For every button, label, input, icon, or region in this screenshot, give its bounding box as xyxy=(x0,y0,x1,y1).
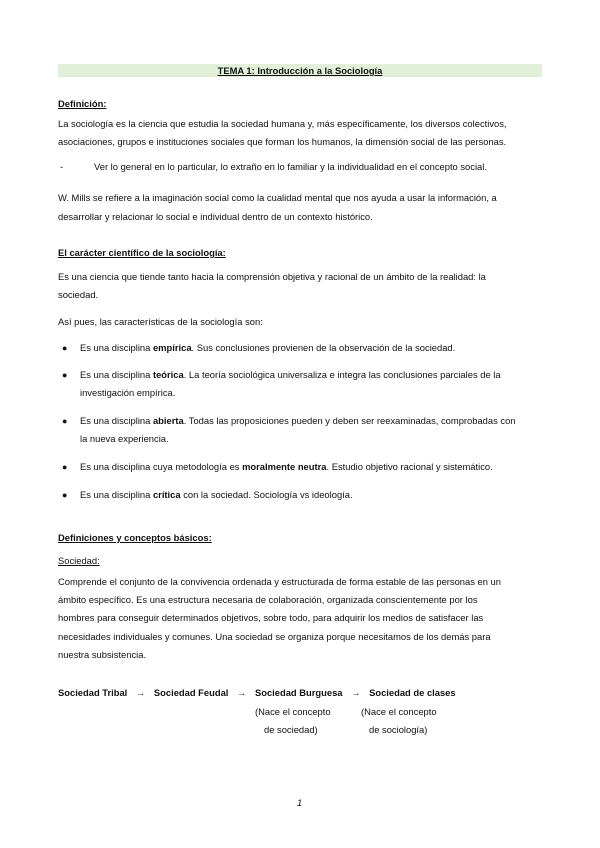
mills-line-2: desarrollar y relacionar lo social e individual dentro de un contexto histórico. xyxy=(58,211,373,222)
list-item-teorica: Es una disciplina teórica. La teoría sociológica universaliza e integra las conclusiones parciales de la xyxy=(80,369,501,380)
definiciones-heading: Definiciones y conceptos básicos: xyxy=(58,532,212,543)
dash-item-text: Ver lo general en lo particular, lo extraño en lo familiar y la individualidad en el concepto social. xyxy=(94,161,487,172)
sociedad-line-4: necesidades individuales y comunes. Una sociedad se organiza porque necesitamos de los demás para xyxy=(58,631,491,642)
stage-feudal: Sociedad Feudal xyxy=(153,687,229,698)
sociedad-line-3: hombres para conseguir determinados objetivos, sobre todo, para adquirir los medios de satisfacer las xyxy=(58,612,484,623)
page-title: TEMA 1: Introducción a la Sociología xyxy=(217,65,383,76)
caracter-intro: Así pues, las características de la sociología son: xyxy=(58,316,263,327)
definicion-line-1: La sociología es la ciencia que estudia la sociedad humana y, más específicamente, los diversos colectivos, xyxy=(58,118,507,129)
bullet-icon: ● xyxy=(62,370,68,380)
definicion-line-2: asociaciones, grupos e instituciones sociales que forman los humanos, la dimensión social de las personas. xyxy=(58,136,507,147)
note-sociologia-line-2: de sociología) xyxy=(369,724,428,735)
note-sociedad-line-2: de sociedad) xyxy=(264,724,318,735)
list-item-neutra: Es una disciplina cuya metodología es moralmente neutra. Estudio objetivo racional y sistemático. xyxy=(80,461,493,472)
stage-tribal: Sociedad Tribal xyxy=(58,687,128,698)
bullet-icon: ● xyxy=(62,416,68,426)
bullet-icon: ● xyxy=(62,490,68,500)
caracter-line-2: sociedad. xyxy=(58,289,99,300)
dash-marker: - xyxy=(60,161,64,172)
mills-line-1: W. Mills se refiere a la imaginación social como la cualidad mental que nos ayuda a usar la información, a xyxy=(58,192,497,203)
arrow-icon: → xyxy=(351,687,361,698)
caracter-heading: El carácter científico de la sociología: xyxy=(58,247,226,258)
stage-burguesa: Sociedad Burguesa xyxy=(254,687,343,698)
list-item-critica: Es una disciplina crítica con la sociedad. Sociología vs ideología. xyxy=(80,489,353,500)
society-evolution xyxy=(58,685,456,701)
arrow-icon: → xyxy=(237,687,247,698)
page-number: 1 xyxy=(297,797,303,808)
sociedad-line-2: ámbito específico. Es una estructura necesaria de colaboración, organizada conscientemente por los xyxy=(58,594,478,605)
definicion-heading: Definición: xyxy=(58,98,107,109)
stage-clases: Sociedad de clases xyxy=(369,687,456,698)
caracter-line-1: Es una ciencia que tiende tanto hacia la comprensión objetiva y racional de un ámbito de la realidad: la xyxy=(58,271,486,282)
note-sociologia-line-1: (Nace el concepto xyxy=(361,706,437,717)
bullet-icon: ● xyxy=(62,343,68,353)
note-sociedad-line-1: (Nace el concepto xyxy=(255,706,331,717)
bullet-icon: ● xyxy=(62,462,68,472)
sociedad-line-5: nuestra subsistencia. xyxy=(58,649,147,660)
list-item-abierta-line-2: la nueva experiencia. xyxy=(80,433,169,444)
arrow-icon: → xyxy=(135,687,146,698)
list-item-abierta: Es una disciplina abierta. Todas las proposiciones pueden y deben ser reexaminadas, comprobadas con xyxy=(80,415,516,426)
sociedad-line-1: Comprende el conjunto de la convivencia ordenada y estructurada de forma estable de las personas en un xyxy=(58,576,501,587)
list-item-teorica-line-2: investigación empírica. xyxy=(80,387,176,398)
list-item-empirica: Es una disciplina empírica. Sus conclusiones provienen de la observación de la sociedad. xyxy=(80,342,456,353)
sociedad-heading: Sociedad: xyxy=(58,555,100,566)
title-bar xyxy=(58,64,542,77)
